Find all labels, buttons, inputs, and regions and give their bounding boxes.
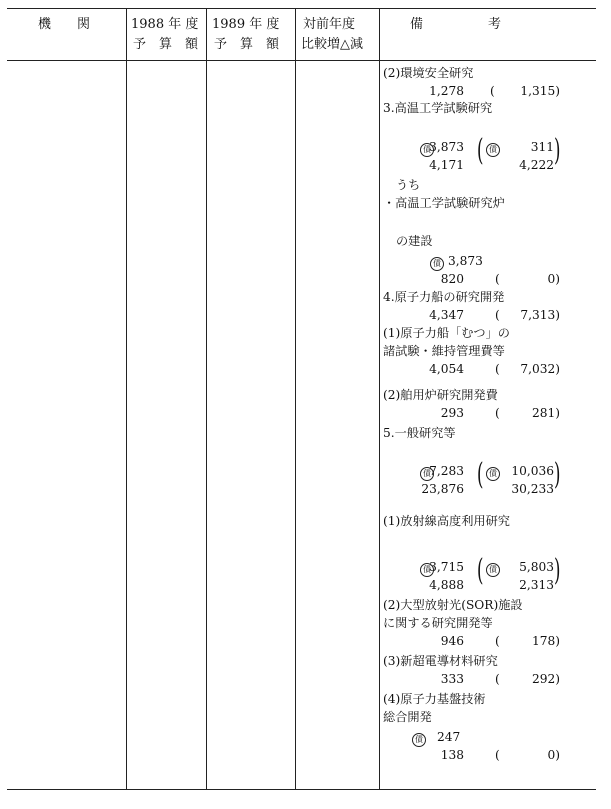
remark-amount: 820	[440, 272, 464, 286]
remark-title-cont: 総合開発	[383, 710, 432, 724]
remark-prev-amount: 7,313)	[520, 308, 560, 322]
bond-amount: 3,715	[429, 560, 464, 574]
remark-title: (1)放射線高度利用研究	[383, 514, 510, 528]
remark-amount: 138	[440, 748, 464, 762]
remark-title: (3)新超電導材料研究	[383, 654, 498, 668]
bond-mark-icon: 債	[420, 467, 434, 481]
column-divider-2	[295, 8, 296, 789]
remark-title-cont: に関する研究開発等	[383, 616, 493, 630]
header-diff-line2: 比較増△減	[301, 37, 363, 52]
bond-mark-icon: 債	[486, 143, 500, 157]
remark-prev-amount: 178)	[531, 634, 560, 648]
remark-amount: 4,054	[429, 362, 464, 376]
header-biko: 備 考	[410, 17, 502, 32]
column-divider-1	[206, 8, 207, 789]
bond-mark-icon: 債	[430, 257, 444, 271]
header-bottom-rule	[7, 60, 596, 61]
bond-amount: 247	[437, 730, 461, 744]
column-divider-0	[126, 8, 127, 789]
remark-amount: 4,888	[429, 578, 464, 592]
remark-title: ・高温工学試験研究炉	[383, 196, 505, 210]
column-divider-3	[379, 8, 380, 789]
remark-title: 3.高温工学試験研究	[383, 101, 493, 115]
bond-amount: 3,873	[448, 254, 483, 268]
paren-open: (	[490, 84, 495, 98]
paren-open: (	[495, 406, 500, 420]
bond-mark-row	[412, 730, 428, 747]
remark-amount: 946	[440, 634, 464, 648]
remark-title: (1)原子力船「むつ」の	[383, 326, 510, 340]
remark-note: うち	[396, 178, 421, 192]
header-diff-line1: 対前年度	[303, 17, 356, 32]
remark-prev-amount: 281)	[531, 406, 560, 420]
bond-mark-icon: 債	[412, 733, 426, 747]
header-kikan: 機 関	[38, 17, 91, 32]
remark-title: (2)大型放射光(SOR)施設	[383, 598, 523, 612]
header-top-rule	[7, 8, 596, 9]
remark-title: 4.原子力船の研究開発	[383, 290, 505, 304]
remark-prev-amount: 4,222	[519, 158, 554, 172]
bond-amount: 7,283	[429, 464, 464, 478]
bond-mark-icon: 債	[420, 143, 434, 157]
remark-prev-amount: 7,032)	[520, 362, 560, 376]
remark-amount: 4,171	[429, 158, 464, 172]
remark-prev-amount: 0)	[547, 748, 560, 762]
paren-open: (	[495, 308, 500, 322]
paren-open: (	[495, 272, 500, 286]
remark-prev-amount: 30,233	[511, 482, 554, 496]
remark-title: (2)舶用炉研究開発費	[383, 388, 498, 402]
paren-open: (	[495, 362, 500, 376]
header-1988-line2: 予 算 額	[133, 37, 199, 52]
remark-prev-amount: 2,313	[519, 578, 554, 592]
table-bottom-rule	[7, 789, 596, 790]
remark-amount: 293	[440, 406, 464, 420]
paren-left-large: (	[477, 457, 484, 492]
remark-title: (4)原子力基盤技術	[383, 692, 486, 706]
remark-amount: 333	[440, 672, 464, 686]
header-1988-line1: 1988 年 度	[131, 17, 199, 32]
remark-amount: 4,347	[429, 308, 464, 322]
bond-mark-row	[430, 254, 446, 271]
paren-left-large: (	[477, 133, 484, 168]
paren-open: (	[495, 634, 500, 648]
header-1989-line1: 1989 年 度	[212, 17, 280, 32]
bond-prev-amount: 311	[530, 140, 554, 154]
paren-right-large: )	[554, 457, 561, 492]
remark-prev-amount: 0)	[547, 272, 560, 286]
paren-right-large: )	[554, 133, 561, 168]
header-1989-line2: 予 算 額	[214, 37, 280, 52]
bond-mark-icon: 債	[420, 563, 434, 577]
remark-title: 5.一般研究等	[383, 426, 456, 440]
paren-open: (	[495, 672, 500, 686]
remark-title-cont: の建設	[396, 234, 433, 248]
remark-prev-amount: 1,315)	[520, 84, 560, 98]
bond-amount: 3,873	[429, 140, 464, 154]
paren-right-large: )	[554, 553, 561, 588]
paren-open: (	[495, 748, 500, 762]
bond-prev-amount: 5,803	[519, 560, 554, 574]
remark-amount: 1,278	[429, 84, 464, 98]
bond-prev-amount: 10,036	[511, 464, 554, 478]
remark-title-cont: 諸試験・維持管理費等	[383, 344, 505, 358]
paren-left-large: (	[477, 553, 484, 588]
remark-prev-amount: 292)	[531, 672, 560, 686]
remark-amount: 23,876	[421, 482, 464, 496]
remark-title: (2)環境安全研究	[383, 66, 474, 80]
bond-mark-icon: 債	[486, 563, 500, 577]
bond-mark-icon: 債	[486, 467, 500, 481]
